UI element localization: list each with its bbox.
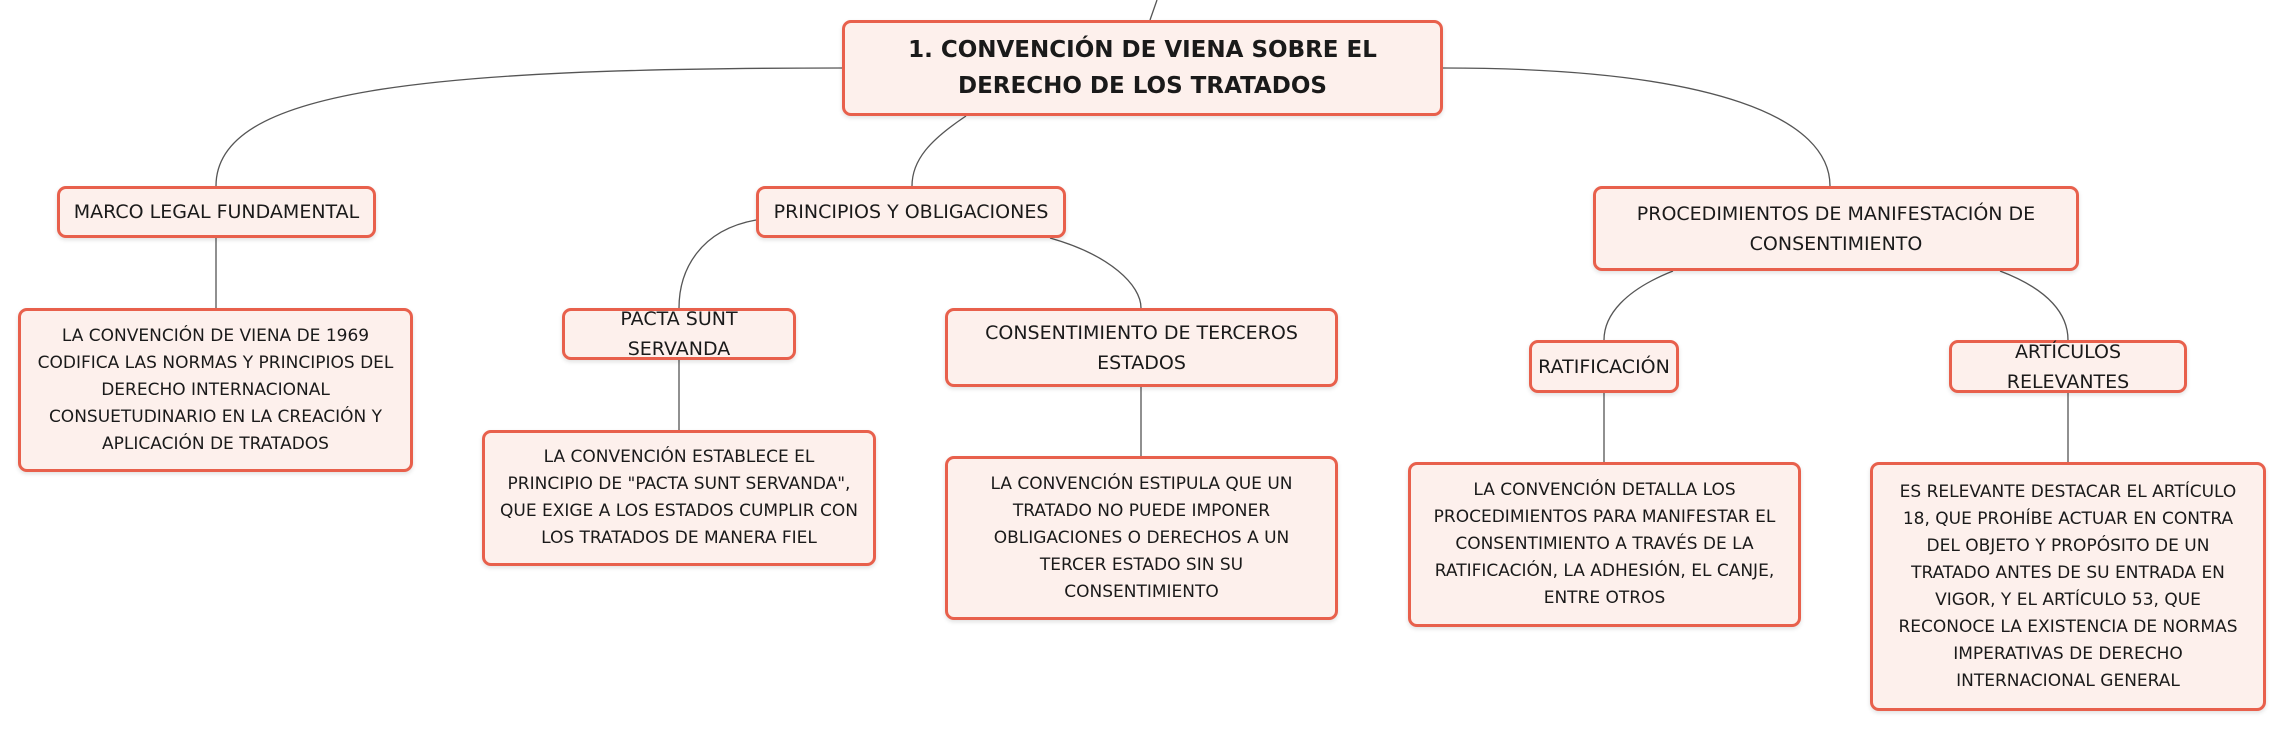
connector-principios-pacta: [679, 220, 756, 308]
subtopic-label: PACTA SUNT SERVANDA: [620, 308, 738, 360]
connector-root-marco: [216, 68, 842, 186]
connector-root-principios: [912, 116, 966, 186]
detail-articulos-relevantes[interactable]: [1870, 462, 2266, 711]
subtopic-consentimiento-terceros-estados[interactable]: [945, 308, 1338, 387]
topic-label: PRINCIPIOS Y OBLIGACIONES: [773, 201, 1049, 223]
connector-procedimientos-ratificacion: [1604, 271, 1673, 340]
subtopic-label: RATIFICACIÓN: [1538, 355, 1670, 378]
topic-label: PROCEDIMIENTOS DE MANIFESTACIÓN DE CONSENTIMIENTO: [1636, 202, 2036, 255]
detail-text: LA CONVENCIÓN DETALLA LOS PROCEDIMIENTOS PARA MANIFESTAR EL CONSENTIMIENTO A TRAVÉS DE LA RATIFICACIÓN, LA ADHESIÓN, EL CANJE, ENTRE OTROS: [1433, 480, 1776, 608]
detail-ratificacion[interactable]: [1408, 462, 1801, 627]
topic-marco-legal-fundamental[interactable]: [57, 186, 376, 238]
topic-procedimientos-de-manifestacion[interactable]: [1593, 186, 2079, 271]
root-topic[interactable]: [842, 20, 1443, 116]
detail-marco-legal[interactable]: [18, 308, 413, 472]
subtopic-pacta-sunt-servanda[interactable]: [562, 308, 796, 360]
connector-procedimientos-articulos: [2000, 271, 2068, 340]
connector-root-parent: [1150, 0, 1157, 20]
topic-label: MARCO LEGAL FUNDAMENTAL: [73, 201, 360, 223]
detail-pacta-sunt-servanda[interactable]: [482, 430, 876, 566]
subtopic-label: CONSENTIMIENTO DE TERCEROS ESTADOS: [985, 321, 1298, 374]
subtopic-ratificacion[interactable]: [1529, 340, 1679, 393]
detail-consentimiento-terceros[interactable]: [945, 456, 1338, 620]
subtopic-label: ARTÍCULOS RELEVANTES: [2006, 340, 2130, 393]
root-topic-label: 1. CONVENCIÓN DE VIENA SOBRE EL DERECHO DE LOS TRATADOS: [908, 37, 1377, 99]
detail-text: LA CONVENCIÓN ESTABLECE EL PRINCIPIO DE "PACTA SUNT SERVANDA", QUE EXIGE A LOS ESTADOS CUMPLIR CON LOS TRATADOS DE MANERA FIEL: [500, 447, 858, 548]
subtopic-articulos-relevantes[interactable]: [1949, 340, 2187, 393]
detail-text: LA CONVENCIÓN ESTIPULA QUE UN TRATADO NO PUEDE IMPONER OBLIGACIONES O DERECHOS A UN TERCER ESTADO SIN SU CONSENTIMIENTO: [990, 473, 1293, 602]
detail-text: ES RELEVANTE DESTACAR EL ARTÍCULO 18, QUE PROHÍBE ACTUAR EN CONTRA DEL OBJETO Y PROPÓSITO DE UN TRATADO ANTES DE SU ENTRADA EN VIGOR, Y EL ARTÍCULO 53, QUE RECONOCE LA EXISTENCIA DE NORMAS IMPERATIVAS DE DERECHO INTERNACIONAL GENERAL: [1898, 481, 2238, 691]
topic-principios-y-obligaciones[interactable]: [756, 186, 1066, 238]
connector-root-procedimientos: [1443, 68, 1830, 186]
detail-text: LA CONVENCIÓN DE VIENA DE 1969 CODIFICA LAS NORMAS Y PRINCIPIOS DEL DERECHO INTERNACIONAL CONSUETUDINARIO EN LA CREACIÓN Y APLICACIÓN DE TRATADOS: [37, 325, 394, 454]
connector-principios-consentimiento: [1050, 238, 1141, 308]
